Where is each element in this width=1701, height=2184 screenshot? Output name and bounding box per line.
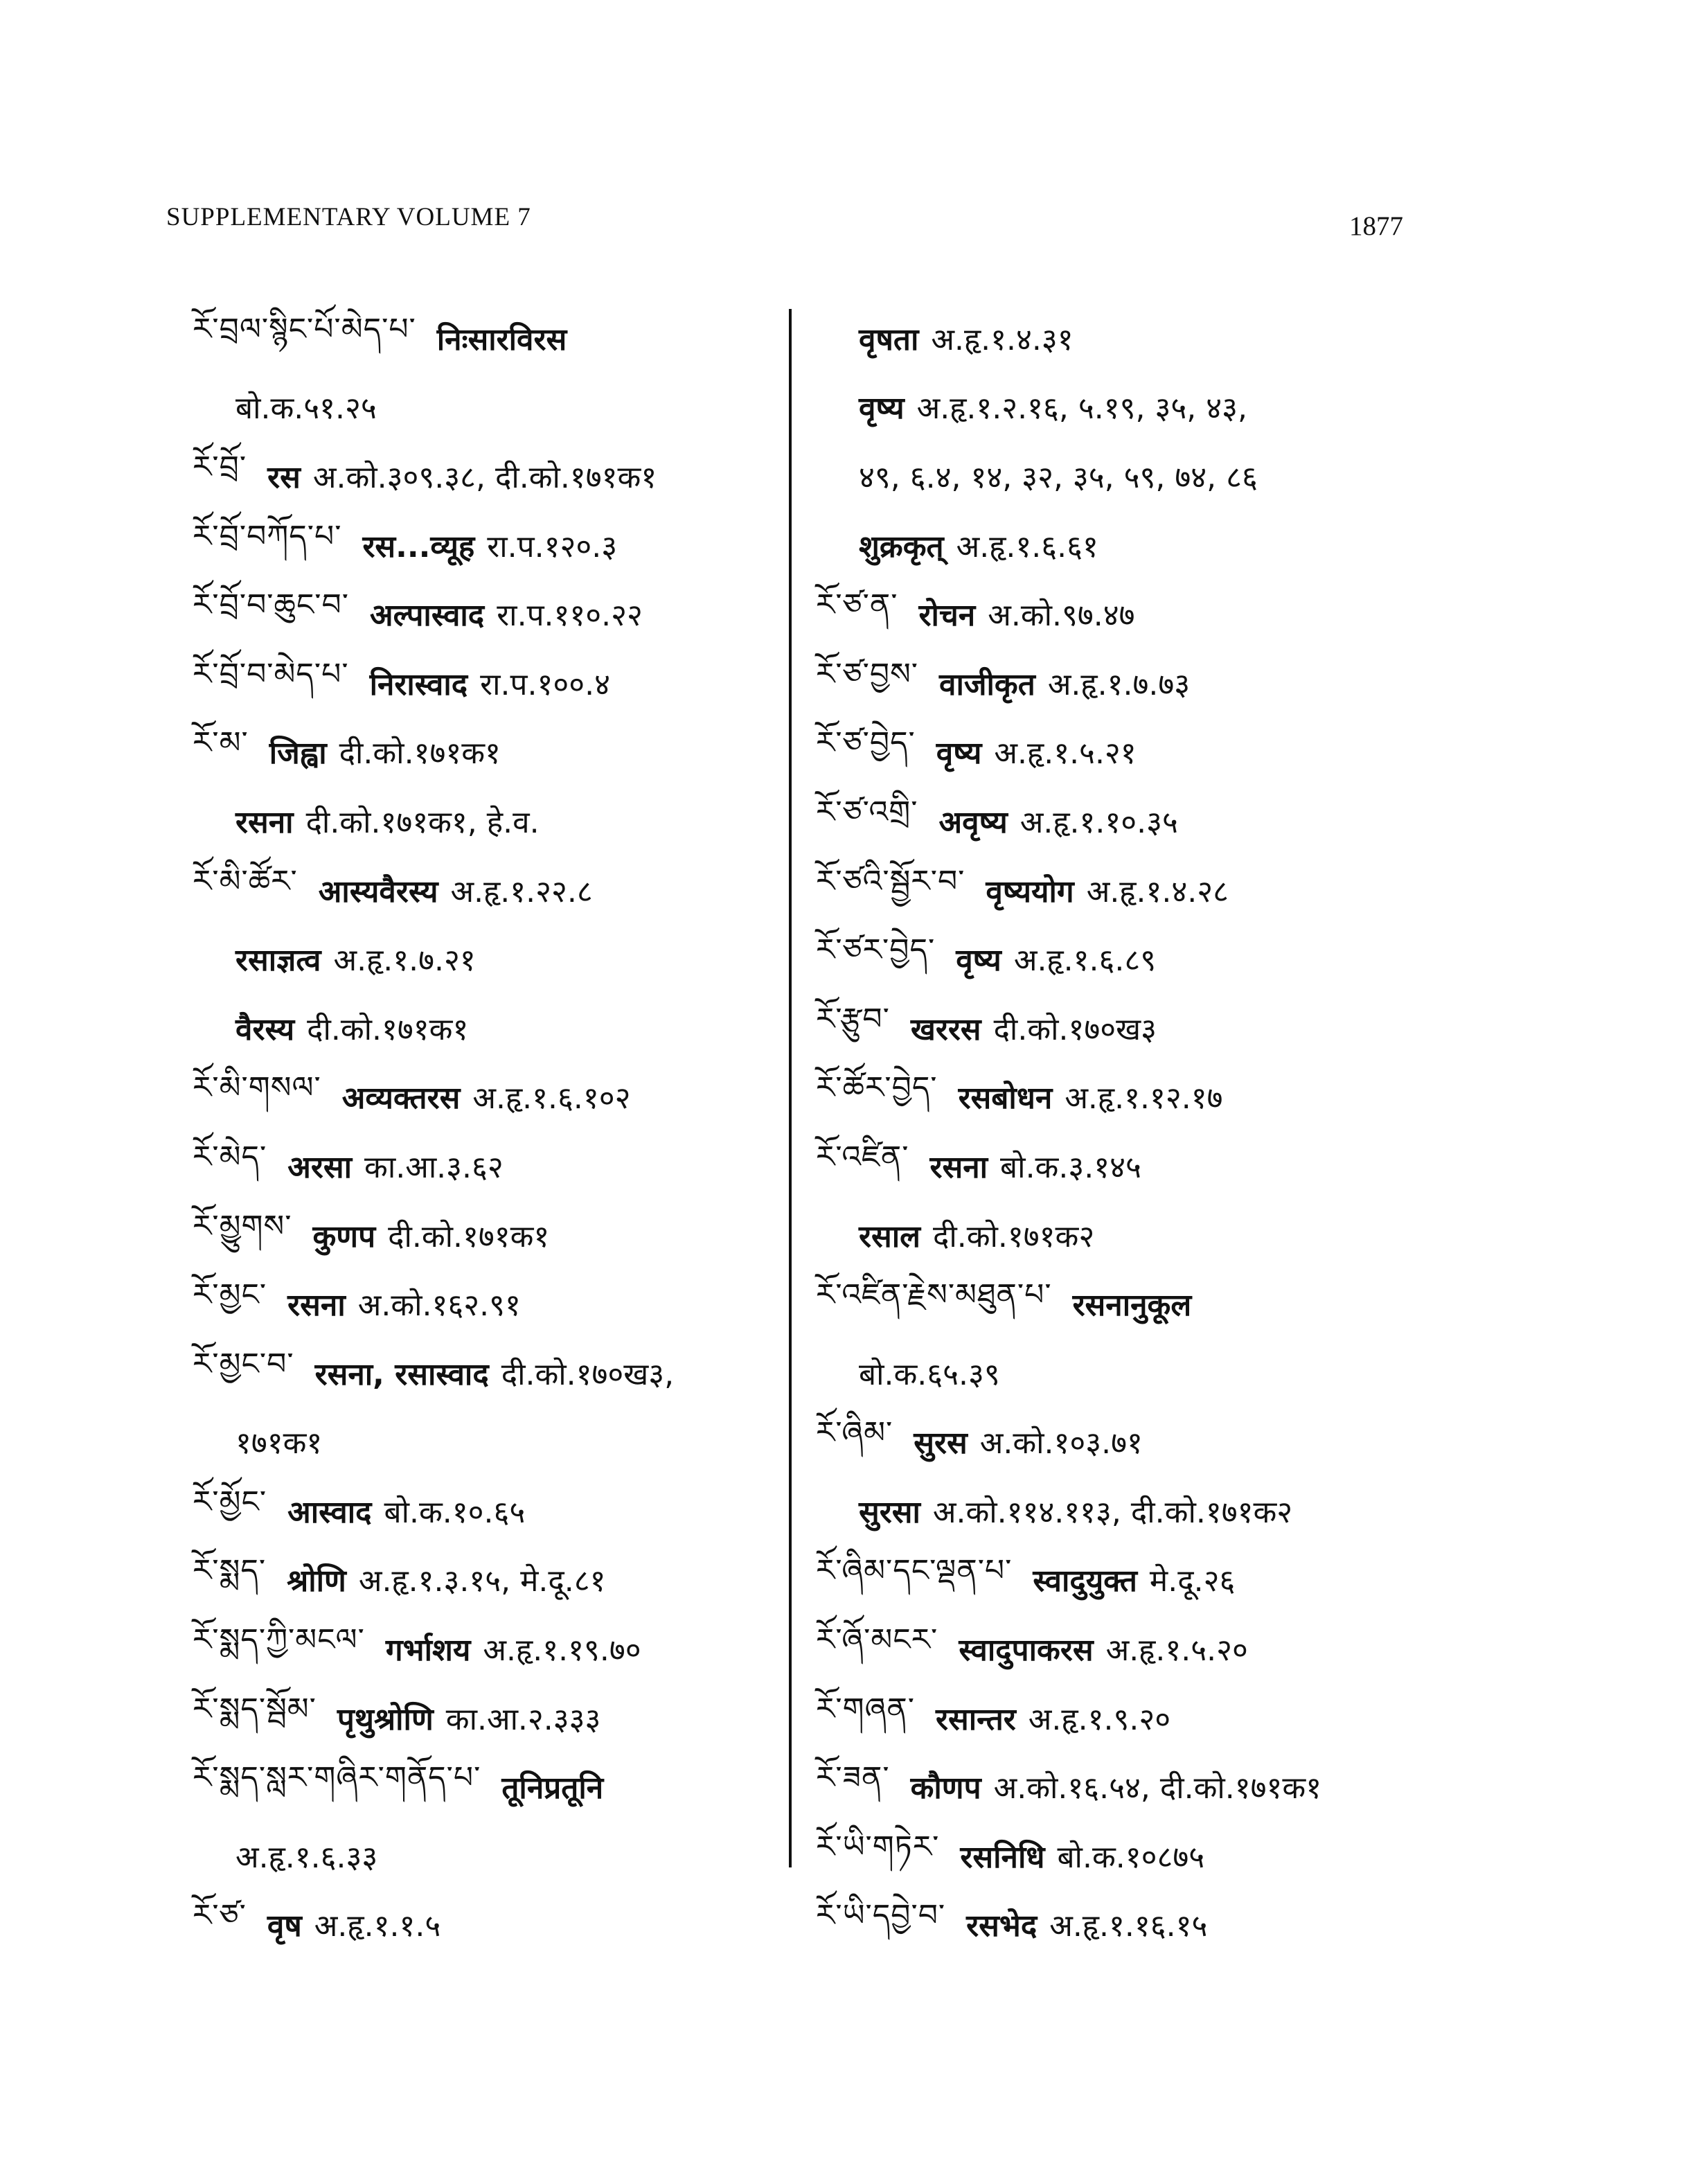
dictionary-line	[193, 1821, 781, 1890]
sanskrit-equivalent: आस्यवैरस्य	[318, 873, 438, 909]
dictionary-line	[816, 373, 1439, 442]
source-reference: अ.हृ.१.१.५	[314, 1908, 441, 1944]
dictionary-line	[816, 579, 1439, 648]
source-reference: अ.हृ.१.२२.८	[450, 873, 593, 909]
sanskrit-equivalent: वृष्ययोग	[986, 873, 1074, 909]
source-reference: दी.को.१७१क१, हे.व.	[305, 804, 540, 840]
dictionary-line	[816, 1890, 1439, 1960]
source-reference: १७१क१	[235, 1426, 323, 1462]
tibetan-headword: རོ་མྱོང་	[193, 1484, 267, 1520]
sanskrit-equivalent: रसना	[287, 1288, 346, 1324]
sanskrit-equivalent: रसभेद	[966, 1908, 1037, 1944]
tibetan-headword: རོ་ཙ་བྱེད་	[816, 725, 916, 761]
dictionary-line	[193, 993, 781, 1063]
sanskrit-equivalent: खररस	[910, 1011, 981, 1047]
tibetan-headword: རོ་བྲོ་	[193, 449, 247, 485]
dictionary-line	[816, 1614, 1439, 1683]
source-reference: अ.हृ.१.१६.१५	[1049, 1908, 1208, 1944]
tibetan-headword: རོ་ཟན་	[816, 1760, 890, 1796]
dictionary-line	[193, 1131, 781, 1200]
source-reference: अ.हृ.१.६.३३	[235, 1839, 378, 1875]
sanskrit-equivalent: पृथुश्रोणि	[337, 1701, 434, 1737]
tibetan-headword: རོ་མྱང་བ་	[193, 1346, 294, 1382]
tibetan-headword: རོ་ཞིམ་དང་ལྡན་པ་	[816, 1553, 1013, 1589]
sanskrit-equivalent: जिह्वा	[269, 736, 327, 772]
sanskrit-equivalent: रोचन	[918, 598, 976, 634]
dictionary-line	[816, 718, 1439, 787]
dictionary-line	[816, 1683, 1439, 1752]
sanskrit-equivalent: रसबोधन	[958, 1081, 1053, 1117]
tibetan-headword: རོ་སྨད་ཀྱི་མངལ་	[193, 1622, 365, 1658]
tibetan-headword: རོ་ཙ་	[193, 1898, 247, 1934]
dictionary-line	[193, 1476, 781, 1545]
sanskrit-equivalent: वृष्य	[956, 943, 1001, 979]
sanskrit-equivalent: शुक्रकृत्	[859, 529, 944, 565]
sanskrit-equivalent: स्वादुपाकरस	[959, 1633, 1094, 1669]
source-reference: मे.दू.२६	[1149, 1563, 1236, 1599]
source-reference: रा.प.१२०.३	[487, 529, 618, 565]
source-reference: बो.क.५१.२५	[235, 391, 377, 427]
page-header	[166, 202, 1403, 241]
dictionary-line	[816, 1063, 1439, 1132]
sanskrit-equivalent: निरास्वाद	[369, 666, 468, 702]
tibetan-headword: རོ་ཙར་བྱེད་	[816, 932, 936, 968]
sanskrit-equivalent: रस...व्यूह	[362, 529, 475, 565]
source-reference: अ.हृ.१.३.१५, मे.दू.८१	[358, 1563, 606, 1599]
sanskrit-equivalent: सुरसा	[859, 1494, 920, 1530]
sanskrit-equivalent: वैरस्य	[235, 1011, 295, 1047]
sanskrit-equivalent: कुणप	[312, 1218, 376, 1254]
dictionary-line	[193, 718, 781, 787]
tibetan-headword: རོ་གཞན་	[816, 1691, 916, 1727]
sanskrit-equivalent: अवृष्य	[938, 804, 1008, 840]
tibetan-headword: རོ་ཞིམ་	[816, 1415, 893, 1451]
tibetan-headword: རོ་ཙ་བྱས་	[816, 656, 919, 692]
source-reference: अ.को.१०३.७१	[979, 1426, 1143, 1462]
source-reference: बो.क.३.१४५	[1000, 1149, 1141, 1185]
dictionary-line	[816, 1545, 1439, 1615]
dictionary-line	[816, 1269, 1439, 1338]
sanskrit-equivalent: वाजीकृत	[939, 666, 1035, 702]
running-title: SUPPLEMENTARY VOLUME 7	[166, 203, 531, 231]
source-reference: अ.हृ.१.५.२१	[994, 736, 1137, 772]
source-reference: दी.को.१७१क१	[339, 736, 501, 772]
sanskrit-equivalent: गर्भाशय	[385, 1633, 471, 1669]
tibetan-headword: རོ་བྲོ་བ་ཆུང་བ་	[193, 587, 349, 623]
tibetan-headword: རོ་རྩུབ་	[816, 1001, 890, 1037]
source-reference: रा.प.११०.२२	[497, 598, 643, 634]
sanskrit-equivalent: निःसारविरस	[436, 321, 567, 357]
source-reference: अ.को.३०९.३८, दी.को.१७१क१	[312, 459, 657, 495]
dictionary-line	[193, 511, 781, 580]
dictionary-line	[816, 1752, 1439, 1821]
sanskrit-equivalent: अव्यक्तरस	[341, 1081, 461, 1117]
sanskrit-equivalent: अल्पास्वाद	[369, 598, 485, 634]
source-reference: दी.को.१७१क१	[307, 1011, 469, 1047]
sanskrit-equivalent: आस्वाद	[287, 1494, 372, 1530]
tibetan-headword: རོ་ཙ་འགྲི་	[816, 794, 918, 830]
source-reference: बो.क.१०८७५	[1057, 1839, 1205, 1875]
dictionary-line	[193, 1200, 781, 1270]
source-reference: दी.को.१७०ख३	[993, 1011, 1157, 1047]
sanskrit-equivalent: वृषता	[859, 321, 919, 357]
dictionary-line	[193, 855, 781, 925]
tibetan-headword: རོ་ཙ་ན་	[816, 587, 898, 623]
source-reference: ४९, ६.४, १४, ३२, ३५, ५९, ७४, ८६	[859, 459, 1258, 495]
sanskrit-equivalent: वृष्य	[859, 391, 905, 427]
dictionary-line	[193, 1063, 781, 1132]
dictionary-line	[193, 1545, 781, 1615]
dictionary-line	[193, 1752, 781, 1821]
source-reference: रा.प.१००.४	[480, 666, 611, 702]
source-reference: अ.को.१६२.९१	[357, 1288, 521, 1324]
source-reference: का.आ.३.६२	[364, 1149, 504, 1185]
tibetan-headword: རོ་བྲོ་བ་མེད་པ་	[193, 656, 349, 692]
column-divider	[789, 309, 792, 1867]
sanskrit-equivalent: अरसा	[287, 1149, 353, 1185]
dictionary-line	[193, 441, 781, 511]
page-number: 1877	[1349, 211, 1403, 241]
source-reference: अ.को.१६.५४, दी.को.१७१क१	[993, 1770, 1322, 1806]
tibetan-headword: རོ་སྨད་སྦོམ་	[193, 1691, 317, 1727]
tibetan-headword: རོ་ཚོར་བྱེད་	[816, 1070, 938, 1106]
source-reference: दी.को.१७०ख३,	[501, 1356, 675, 1392]
dictionary-line	[193, 373, 781, 442]
source-reference: बो.क.१०.६५	[384, 1494, 526, 1530]
source-reference: अ.हृ.१.१२.१७	[1065, 1081, 1223, 1117]
source-reference: अ.हृ.१.१०.३५	[1019, 804, 1178, 840]
sanskrit-equivalent: कौणप	[910, 1770, 981, 1806]
source-reference: अ.हृ.१.६.१०२	[472, 1081, 631, 1117]
source-reference: अ.हृ.१.५.२०	[1105, 1633, 1248, 1669]
dictionary-line	[193, 303, 781, 373]
dictionary-line	[193, 579, 781, 648]
sanskrit-equivalent: तूनिप्रतूनि	[501, 1770, 604, 1806]
tibetan-headword: རོ་མ་	[193, 725, 249, 761]
sanskrit-equivalent: रसाज्ञत्व	[235, 943, 321, 979]
source-reference: अ.हृ.१.४.३१	[931, 321, 1074, 357]
dictionary-line	[816, 1131, 1439, 1200]
source-reference: दी.को.१७१क२	[932, 1218, 1095, 1254]
source-reference: का.आ.२.३३३	[445, 1701, 601, 1737]
dictionary-line	[816, 924, 1439, 993]
tibetan-headword: རོ་འཛིན་རྗེས་མཐུན་པ་	[816, 1277, 1052, 1313]
dictionary-line	[816, 441, 1439, 511]
tibetan-headword: རོ་མི་གསལ་	[193, 1070, 321, 1106]
sanskrit-equivalent: वृष	[267, 1908, 302, 1944]
source-reference: दी.को.१७१क१	[388, 1218, 550, 1254]
dictionary-line	[816, 855, 1439, 925]
dictionary-line	[816, 1338, 1439, 1408]
source-reference: अ.हृ.१.६.८९	[1013, 943, 1157, 979]
tibetan-headword: རོ་མི་ཚོར་	[193, 863, 298, 899]
dictionary-line	[193, 1338, 781, 1408]
tibetan-headword: རོ་ཙའི་སྦྱོར་བ་	[816, 863, 965, 899]
dictionary-line	[816, 1408, 1439, 1477]
tibetan-headword: རོ་མེད་	[193, 1139, 267, 1175]
sanskrit-equivalent: श्रोणि	[287, 1563, 346, 1599]
dictionary-line	[816, 1200, 1439, 1270]
sanskrit-equivalent: रसना	[929, 1149, 988, 1185]
left-column	[193, 303, 781, 1959]
dictionary-line	[816, 993, 1439, 1063]
dictionary-line	[816, 786, 1439, 855]
source-reference: अ.हृ.१.७.२१	[333, 943, 476, 979]
tibetan-headword: རོ་ཡི་གཏེར་	[816, 1829, 940, 1865]
sanskrit-equivalent: रसाल	[859, 1218, 920, 1254]
source-reference: अ.को.११४.११३, दी.को.१७१क२	[932, 1494, 1293, 1530]
tibetan-headword: རོ་འཛིན་	[816, 1139, 909, 1175]
source-reference: अ.को.९७.४७	[988, 598, 1135, 634]
sanskrit-equivalent: सुरस	[914, 1426, 968, 1462]
sanskrit-equivalent: रसान्तर	[936, 1701, 1016, 1737]
tibetan-headword: རོ་མྱུགས་	[193, 1208, 292, 1244]
dictionary-line	[193, 1683, 781, 1752]
tibetan-headword: རོ་བྲོ་བཀོད་པ་	[193, 518, 342, 554]
dictionary-line	[193, 1890, 781, 1960]
tibetan-headword: རོ་ཡི་དབྱེ་བ་	[816, 1898, 946, 1934]
source-reference: अ.हृ.१.९.२०	[1028, 1701, 1171, 1737]
sanskrit-equivalent: वृष्य	[936, 736, 982, 772]
dictionary-line	[816, 1821, 1439, 1890]
source-reference: अ.हृ.१.४.२८	[1086, 873, 1229, 909]
dictionary-line	[193, 1408, 781, 1477]
dictionary-line	[816, 303, 1439, 373]
sanskrit-equivalent: रसना, रसास्वाद	[314, 1356, 489, 1392]
tibetan-headword: རོ་བྲལ་སྙིང་པོ་མེད་པ་	[193, 311, 416, 347]
dictionary-line	[816, 1476, 1439, 1545]
tibetan-headword: རོ་མྱང་	[193, 1277, 267, 1313]
dictionary-line	[193, 648, 781, 718]
dictionary-line	[193, 1614, 781, 1683]
sanskrit-equivalent: स्वादुयुक्त	[1033, 1563, 1137, 1599]
source-reference: अ.हृ.१.६.६१	[956, 529, 1098, 565]
dictionary-line	[193, 924, 781, 993]
sanskrit-equivalent: रसनानुकूल	[1072, 1288, 1192, 1324]
source-reference: बो.क.६५.३९	[859, 1356, 1000, 1392]
dictionary-line	[816, 511, 1439, 580]
source-reference: अ.हृ.१.२.१६, ५.१९, ३५, ४३,	[916, 391, 1247, 427]
dictionary-line	[193, 1269, 781, 1338]
sanskrit-equivalent: रसना	[235, 804, 294, 840]
sanskrit-equivalent: रस	[267, 459, 301, 495]
sanskrit-equivalent: रसनिधि	[960, 1839, 1045, 1875]
dictionary-line	[193, 786, 781, 855]
dictionary-line	[816, 648, 1439, 718]
source-reference: अ.हृ.१.७.७३	[1047, 666, 1191, 702]
tibetan-headword: རོ་ཞོ་མངར་	[816, 1622, 938, 1658]
tibetan-headword: རོ་སྨད་	[193, 1553, 267, 1589]
source-reference: अ.हृ.१.१९.७०	[483, 1633, 641, 1669]
tibetan-headword: རོ་སྨད་སླར་གཞིར་གནོད་པ་	[193, 1760, 481, 1796]
right-column	[816, 303, 1439, 1959]
